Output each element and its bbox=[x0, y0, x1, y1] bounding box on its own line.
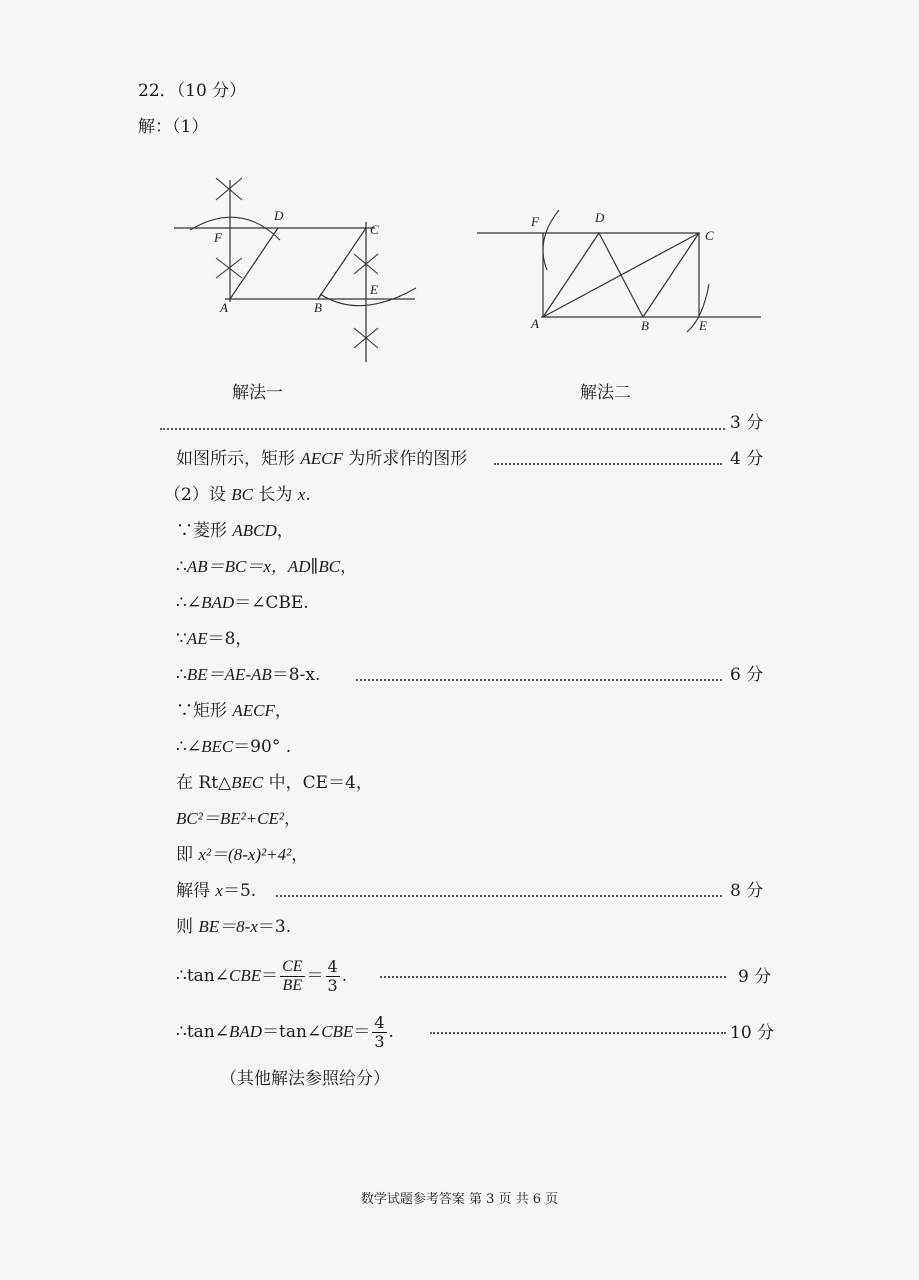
step-line: BC²＝BE²+CE²， bbox=[176, 809, 301, 829]
fig1-label-D: D bbox=[274, 208, 284, 223]
part-two-intro bbox=[164, 484, 311, 506]
fraction-ce-be: $\frac{CE}{BE}$ bbox=[282, 958, 303, 994]
rect-prefix: 如图所示，矩形 bbox=[176, 449, 301, 469]
fig1-label-E: E bbox=[370, 282, 378, 297]
score-8: 8 分 bbox=[730, 881, 764, 901]
fig1-label-A: A bbox=[220, 300, 228, 315]
fig1-label-B: B bbox=[314, 300, 322, 315]
score-leader-3 bbox=[160, 428, 725, 430]
score-9: 9 分 bbox=[738, 967, 772, 987]
other-methods-note: （其他解法参照给分） bbox=[220, 1069, 390, 1089]
score-leader-4 bbox=[494, 463, 722, 465]
step-line: ∴∠BAD＝∠CBE. bbox=[176, 593, 309, 613]
figure-method-one bbox=[170, 170, 430, 370]
solution-label: 解：（1） bbox=[138, 117, 209, 137]
problem-header bbox=[138, 80, 246, 102]
fraction-4-3: $\frac{4}{3}$ bbox=[327, 957, 338, 995]
fig2-label-A: A bbox=[531, 316, 539, 331]
fig1-label-F: F bbox=[214, 230, 222, 245]
figure-one-caption: 解法一 bbox=[232, 383, 283, 403]
step-line: ∵AE＝8， bbox=[176, 629, 253, 649]
step-line: ∴AB＝BC＝x，AD∥BC， bbox=[176, 557, 358, 577]
step-line: ∴BE＝AE-AB＝8-x. bbox=[176, 665, 321, 685]
fig2-label-D: D bbox=[595, 210, 605, 225]
part2-end: . bbox=[305, 485, 311, 505]
fig2-label-F: F bbox=[531, 214, 539, 229]
step-line: 即 x²＝(8-x)²+4²， bbox=[176, 845, 309, 865]
fig2-label-E: E bbox=[699, 318, 707, 333]
fig2-label-C: C bbox=[705, 228, 714, 243]
score-10: 10 分 bbox=[730, 1023, 775, 1043]
fraction-4-3-b: $\frac{4}{3}$ bbox=[374, 1013, 385, 1051]
fig1-label-C: C bbox=[370, 222, 379, 237]
score-3: 3 分 bbox=[730, 413, 764, 433]
step-line: 则 BE＝8-x＝3. bbox=[176, 917, 292, 937]
step-line: ∵菱形 ABCD， bbox=[176, 521, 294, 541]
step-line: 解得 x＝5. bbox=[176, 881, 257, 901]
score-leader-8 bbox=[276, 895, 722, 897]
part2-prefix: （2）设 bbox=[164, 485, 232, 505]
score-leader-6 bbox=[356, 679, 722, 681]
rect-suffix: 为所求作的图形 bbox=[342, 449, 468, 469]
rect-name: AECF bbox=[300, 449, 343, 468]
part2-bc: BC bbox=[231, 485, 253, 504]
score-leader-9 bbox=[380, 976, 726, 978]
page-footer: 数学试题参考答案 第 3 页 共 6 页 bbox=[360, 1192, 559, 1207]
problem-number: 22． bbox=[138, 81, 177, 101]
problem-points: （10 分） bbox=[176, 81, 247, 101]
score-leader-10 bbox=[430, 1032, 726, 1034]
tan-cbe-line: ∴tan∠CBE＝ $\frac{CE}{BE}$ ＝ $\frac{4}{3}$ . bbox=[176, 957, 348, 995]
step-line: ∵矩形 AECF， bbox=[176, 701, 292, 721]
step-line: ∴∠BEC＝90° . bbox=[176, 737, 292, 757]
tan-bad-line: ∴tan∠BAD＝tan∠CBE＝ $\frac{4}{3}$ . bbox=[176, 1013, 394, 1051]
rect-statement bbox=[176, 448, 467, 470]
figure-method-two bbox=[475, 200, 765, 350]
score-4: 4 分 bbox=[730, 449, 764, 469]
step-line: 在 Rt△BEC 中，CE＝4， bbox=[176, 773, 373, 793]
part2-x: x bbox=[297, 485, 306, 504]
score-6: 6 分 bbox=[730, 665, 764, 685]
part2-mid: 长为 bbox=[252, 485, 298, 505]
figure-two-caption: 解法二 bbox=[580, 383, 631, 403]
fig2-label-B: B bbox=[641, 318, 649, 333]
